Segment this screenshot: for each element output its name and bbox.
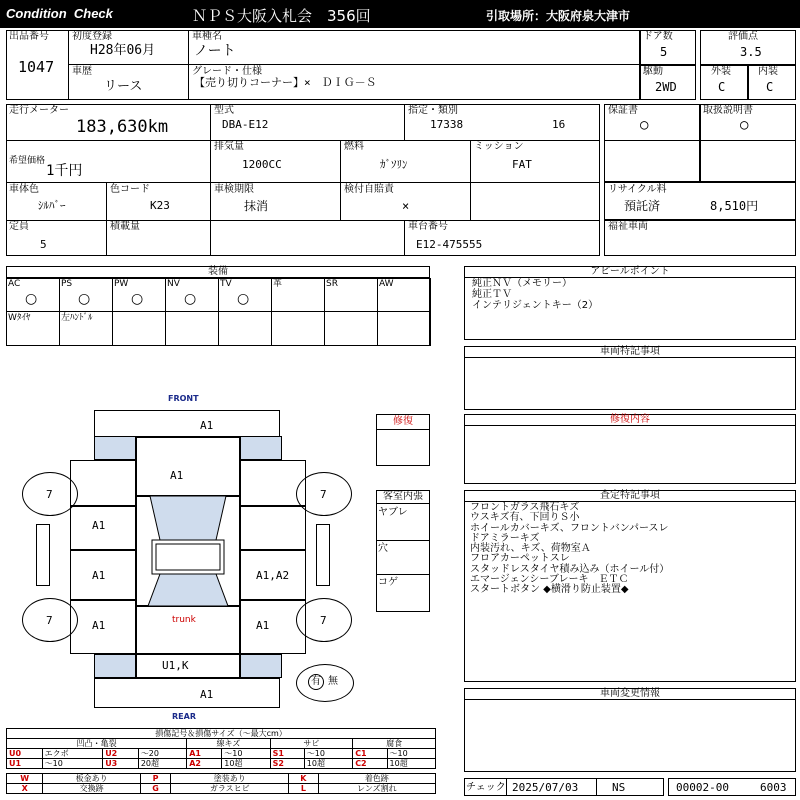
equipment-header: NV [167, 279, 180, 289]
legend-code: A1 [187, 749, 222, 759]
recycle-label: リサイクル料 [608, 184, 667, 195]
legend-col-scratch: 線キズ [187, 739, 270, 749]
doors-label: ドア数 [643, 31, 673, 42]
grade-value: 【売り切りコーナー】× ＤＩＧ－Ｓ [194, 76, 377, 89]
mission-label: ミッション [474, 141, 524, 152]
legend-code: W [7, 774, 43, 784]
history-value: リース [104, 79, 143, 94]
inspection-note-line: エマージェンシーブレーキ ＥＴＣ [470, 574, 629, 586]
legend-code: P [140, 774, 170, 784]
score-label: 評価点 [728, 31, 758, 42]
front-left-corner [94, 436, 136, 460]
legend-col-dent: 凹凸・亀裂 [7, 739, 187, 749]
legend-col-rust: サビ [270, 739, 353, 749]
rear-left-corner [94, 654, 136, 678]
equipment-cell [324, 311, 378, 346]
legend-code: U2 [103, 749, 139, 759]
mark-hood: A1 [170, 469, 184, 482]
model-code-label: 型式 [214, 105, 234, 116]
drive-value: 2WD [655, 80, 677, 94]
right-side-step [316, 524, 330, 586]
legend-desc: 〜10 [387, 749, 435, 759]
rear-bumper-panel [94, 678, 280, 708]
desired-price-label: 希望価格 [9, 156, 46, 166]
legend-code: X [7, 784, 43, 794]
fuel-label: 燃料 [344, 141, 364, 152]
load-label: 積載量 [110, 221, 140, 232]
equipment-mark: ○ [237, 291, 250, 307]
legend-code: K [289, 774, 318, 784]
model-name-value: ノート [194, 43, 236, 59]
designation-label: 指定・類別 [408, 105, 458, 116]
score-value: 3.5 [740, 45, 762, 59]
mission-value: FAT [512, 158, 532, 171]
equipment-cell [218, 311, 272, 346]
first-reg-value: H28年06月 [90, 43, 156, 58]
mark-right-rear-door: A1,A2 [256, 569, 290, 582]
equipment-header: 革 [273, 279, 283, 289]
rear-right-corner [240, 654, 282, 678]
header-bar [0, 0, 800, 28]
first-reg-label: 初度登録 [72, 31, 112, 42]
grade-label: グレード・仕様 [192, 66, 262, 77]
equipment-header: AC [8, 279, 21, 289]
spare-has-label: 有 [311, 676, 321, 687]
change-info-box [464, 688, 796, 772]
color-code-label: 色コード [110, 184, 150, 195]
trunk-panel [136, 606, 240, 654]
equipment-header: PW [114, 279, 129, 289]
appeal-line: 純正ＴＶ [472, 289, 512, 300]
tire-front-left-value: 7 [46, 488, 53, 501]
equipment-mark: ○ [184, 291, 197, 307]
mark-left-front-fender: A1 [92, 519, 106, 532]
model-name-label: 車種名 [192, 31, 222, 42]
insurance-value: × [402, 199, 410, 213]
equipment-header: AW [379, 279, 394, 289]
legend-block [6, 728, 436, 794]
capacity-label: 定員 [9, 221, 29, 232]
manual-label: 取扱説明書 [703, 105, 753, 116]
mark-rear-gate: U1,K [162, 659, 189, 672]
chassis-label: 車台番号 [408, 221, 448, 232]
inspection-note-line: ウスキズ有、下回りＳ小 [470, 512, 580, 524]
legend-desc: 交換跡 [43, 784, 140, 794]
legend-code: A2 [187, 759, 222, 769]
insurance-label: 検付自賠責 [344, 184, 394, 195]
category-value: 16 [552, 118, 566, 131]
appeal-line: インテリジェントキー（2） [472, 300, 599, 311]
interior-value: C [766, 80, 774, 94]
legend-desc: 〜10 [42, 759, 103, 769]
equipment-cell [165, 311, 219, 346]
legend-desc: 着色跡 [318, 774, 435, 784]
checker: NS [612, 781, 626, 794]
equipment-mark: ○ [131, 291, 144, 307]
color-code-value: K23 [150, 199, 170, 212]
cabin-item-burn: コゲ [378, 577, 398, 588]
right-rear-fender-panel [240, 600, 306, 654]
legend-desc: ガラスヒビ [171, 784, 289, 794]
legend-title: 損傷記号＆損傷サイズ（〜最大cm） [7, 729, 436, 739]
equipment-mark: ○ [78, 291, 91, 307]
footer-code-1: 00002-00 [676, 781, 729, 794]
cabin-title: 客室内張 [376, 490, 430, 504]
inspection-note-line: ホイールカバーキズ、フロントバンパースレ [470, 522, 669, 534]
legend-desc: 10超 [387, 759, 435, 769]
mark-front-bumper: A1 [200, 419, 214, 432]
repair-content-title: 修復内容 [464, 414, 796, 426]
left-front-fender-panel [70, 460, 136, 506]
exterior-label: 外装 [711, 66, 731, 77]
legend-code: U1 [7, 759, 43, 769]
drive-label: 駆動 [643, 66, 663, 77]
equipment-header: PS [61, 279, 73, 289]
fuel-value: ｶﾞｿﾘﾝ [380, 158, 408, 171]
change-info-title: 車両変更情報 [464, 688, 796, 700]
front-right-corner [240, 436, 282, 460]
inspection-value: 抹消 [244, 199, 269, 213]
front-bumper-panel [94, 410, 280, 438]
inspection-note-line: フロアカーペットスレ [470, 553, 570, 565]
spare-tire-indicator [296, 664, 354, 702]
mark-rear-bumper: A1 [200, 688, 214, 701]
designation-value: 17338 [430, 118, 464, 131]
legend-code: C2 [353, 759, 387, 769]
chassis-value: E12-475555 [416, 238, 483, 251]
legend-code: U0 [7, 749, 43, 759]
repair-small-title: 修復 [376, 414, 430, 430]
trunk-label: trunk [172, 615, 196, 625]
capacity-value: 5 [40, 238, 47, 251]
legend-desc: 10超 [222, 759, 270, 769]
legend-desc: レンズ割れ [318, 784, 435, 794]
appeal-line: 純正ＮＶ（メモリー） [472, 278, 572, 289]
hood-panel [136, 436, 240, 496]
warranty-label: 保証書 [608, 105, 638, 116]
color-label: 車体色 [9, 184, 39, 195]
check-date: 2025/07/03 [512, 781, 579, 794]
legend-desc: 塗装あり [171, 774, 289, 784]
legend-code: C1 [353, 749, 387, 759]
color-value: ｼﾙﾊﾞｰ [38, 199, 66, 212]
spare-none-label: 無 [328, 676, 338, 687]
appeal-title: アピールポイント [464, 266, 796, 278]
desired-price-value: 1千円 [46, 163, 83, 179]
legend-desc: 10超 [304, 759, 352, 769]
mark-left-rear-door: A1 [92, 619, 106, 632]
odometer-label: 走行メーター [9, 105, 69, 116]
inspection-note-line: スタートボタン ◆横滑り防止装置◆ [470, 584, 629, 596]
legend-desc: 〜10 [304, 749, 352, 759]
tire-front-right-value: 7 [320, 488, 327, 501]
recycle-status: 預託済 [624, 199, 661, 213]
legend-desc: エクボ [42, 749, 103, 759]
rear-label: REAR [172, 712, 196, 721]
footer-code-2: 6003 [760, 781, 787, 794]
legend-code: U3 [103, 759, 139, 769]
legend-desc: 20超 [138, 759, 186, 769]
recycle-value: 8,510円 [710, 199, 759, 213]
tire-rear-right-value: 7 [320, 614, 327, 627]
inspection-note-line: 内装汚れ、キズ、荷物室Ａ [470, 543, 591, 555]
mark-right-rear-fender: A1 [256, 619, 270, 632]
windshield-glass [136, 496, 240, 606]
header-center-title: ＮＰＳ大阪入札会 356回 [192, 7, 371, 25]
legend-desc: 〜10 [222, 749, 270, 759]
equipment-cell [112, 311, 166, 346]
inspection-notes-title: 査定特記事項 [464, 490, 796, 502]
check-label: チェック [466, 782, 506, 793]
front-label: FRONT [168, 394, 199, 403]
legend-desc: 板金あり [43, 774, 140, 784]
legend-code: L [289, 784, 318, 794]
warranty-value: ○ [640, 117, 649, 133]
equipment-row2-item: 左ﾊﾝﾄﾞﾙ [61, 313, 93, 323]
exterior-value: C [718, 80, 726, 94]
inspection-notes-lines [470, 503, 794, 596]
equipment-row2-item: Wﾀｲﾔ [8, 313, 31, 323]
header-right-title: 引取場所：大阪府泉大津市 [486, 9, 631, 23]
appeal-lines [472, 278, 792, 311]
legend-code: S2 [270, 759, 304, 769]
right-front-door-panel [240, 506, 306, 550]
equipment-cell [377, 311, 431, 346]
equipment-mark: ○ [25, 291, 38, 307]
legend-desc: 〜20 [138, 749, 186, 759]
displacement-label: 排気量 [214, 141, 244, 152]
history-label: 車歴 [72, 66, 92, 77]
equipment-title: 装備 [6, 266, 430, 278]
tire-rear-left-value: 7 [46, 614, 53, 627]
legend-code: G [140, 784, 170, 794]
inspection-note-line: スタッドレスタイヤ積み込み（ホイール付） [470, 563, 670, 575]
equipment-header: TV [220, 279, 232, 289]
inspection-note-line: フロントガラス飛石キズ [470, 502, 580, 513]
legend-col-corrosion: 腐食 [353, 739, 436, 749]
welfare-label: 福祉車両 [608, 221, 648, 232]
lot-value: 1047 [18, 58, 55, 76]
interior-label: 内装 [758, 66, 778, 77]
odometer-value: 183,630km [76, 117, 169, 137]
equipment-header: SR [326, 279, 338, 289]
mark-left-front-door: A1 [92, 569, 106, 582]
left-side-step [36, 524, 50, 586]
lot-label: 出品番号 [9, 31, 49, 42]
doors-value: 5 [660, 45, 668, 59]
special-notes-title: 車両特記事項 [464, 346, 796, 358]
equipment-cell [271, 311, 325, 346]
manual-value: ○ [740, 117, 749, 133]
legend-code: S1 [270, 749, 304, 759]
displacement-value: 1200CC [242, 158, 282, 171]
inspection-label: 車検期限 [214, 184, 254, 195]
inspection-note-line: ドアミラーキズ [470, 532, 540, 544]
header-left-title: Condition Check [6, 6, 113, 21]
model-code-value: DBA-E12 [222, 118, 269, 131]
cabin-item-hole: 穴 [378, 543, 388, 554]
cabin-item-tear: ヤブレ [378, 507, 408, 518]
